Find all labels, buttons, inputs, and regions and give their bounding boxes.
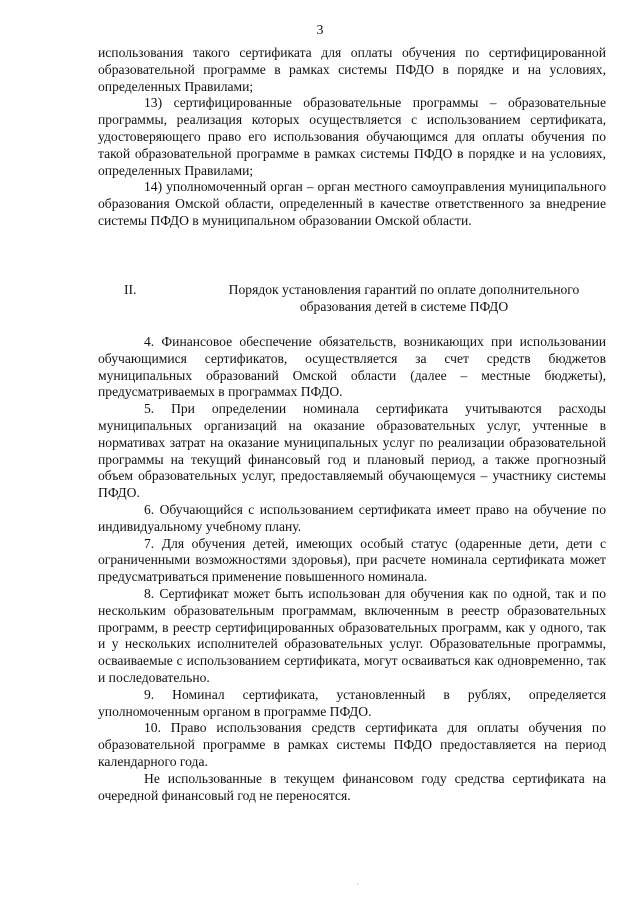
section-heading	[98, 282, 606, 316]
footer-mark: ·	[356, 879, 359, 889]
section-body	[98, 334, 606, 804]
paragraph-10: 10. Право использования средств сертификата для оплаты обучения по образовательной программе в рамках системы ПФДО предоставляется на период календарного года.	[98, 720, 606, 769]
definition-13: 13) сертифицированные образовательные программы – образовательные программы, реализация которых осуществляется с использованием сертификата, удостоверяющего право его использования обучающимся для оплаты обучения по такой образовательной программе в рамках системы ПФДО в порядке и на условиях, определенных Правилами;	[98, 95, 606, 178]
paragraph-5: 5. При определении номинала сертификата учитываются расходы муниципальных организаций на оказание образовательных услуг, учтенные в нормативах затрат на оказание муниципальных услуг по реализации образовательной программы на текущий финансовый год и плановый период, а также прогнозный объем образовательных услуг, предоставляемый обучающемуся – участнику системы ПФДО.	[98, 401, 606, 501]
intro-paragraph: использования такого сертификата для оплаты обучения по сертифицированной образовательной программе в рамках системы ПФДО в порядке и на условиях, определенных Правилами;	[98, 45, 606, 94]
paragraph-7: 7. Для обучения детей, имеющих особый статус (одаренные дети, дети с ограниченными возможностями здоровья), при расчете номинала сертификата может предусматриваться применение повышенного номинала.	[98, 535, 606, 585]
definition-14: 14) уполномоченный орган – орган местного самоуправления муниципального образования Омской области, определенный в качестве ответственного за внедрение системы ПФДО в муниципальном образовании Омской области.	[98, 179, 606, 228]
section-title: Порядок установления гарантий по оплате дополнительного образования детей в системе ПФДО	[228, 282, 580, 314]
paragraph-8: 8. Сертификат может быть использован для обучения как по одной, так и по нескольким образовательным программам, включенным в реестр образовательных программ, в реестр сертифицированных образовательных программ, как у одного, так и у нескольких исполнителей образовательных услуг. Образовательные программы, осваиваемые с использованием сертификата, могут осваиваться как одновременно, так и последовательно.	[98, 585, 606, 685]
paragraph-6: 6. Обучающийся с использованием сертификата имеет право на обучение по индивидуальному учебному плану.	[98, 501, 606, 534]
section-number: II.	[124, 282, 137, 297]
paragraph-unused-funds: Не использованные в текущем финансовом году средства сертификата на очередной финансовый год не переносятся.	[98, 770, 606, 803]
paragraph-4: 4. Финансовое обеспечение обязательств, возникающих при использовании обучающимися сертификатов, осуществляется за счет средств бюджетов муниципальных образований Омской области (далее – местные бюджеты), предусматриваемых в программах ПФДО.	[98, 334, 606, 400]
page-number: 3	[316, 22, 324, 37]
section-heading-block	[98, 282, 606, 316]
intro-block	[98, 45, 606, 230]
paragraph-9: 9. Номинал сертификата, установленный в рублях, определяется уполномоченным органом в программе ПФДО.	[98, 686, 606, 719]
